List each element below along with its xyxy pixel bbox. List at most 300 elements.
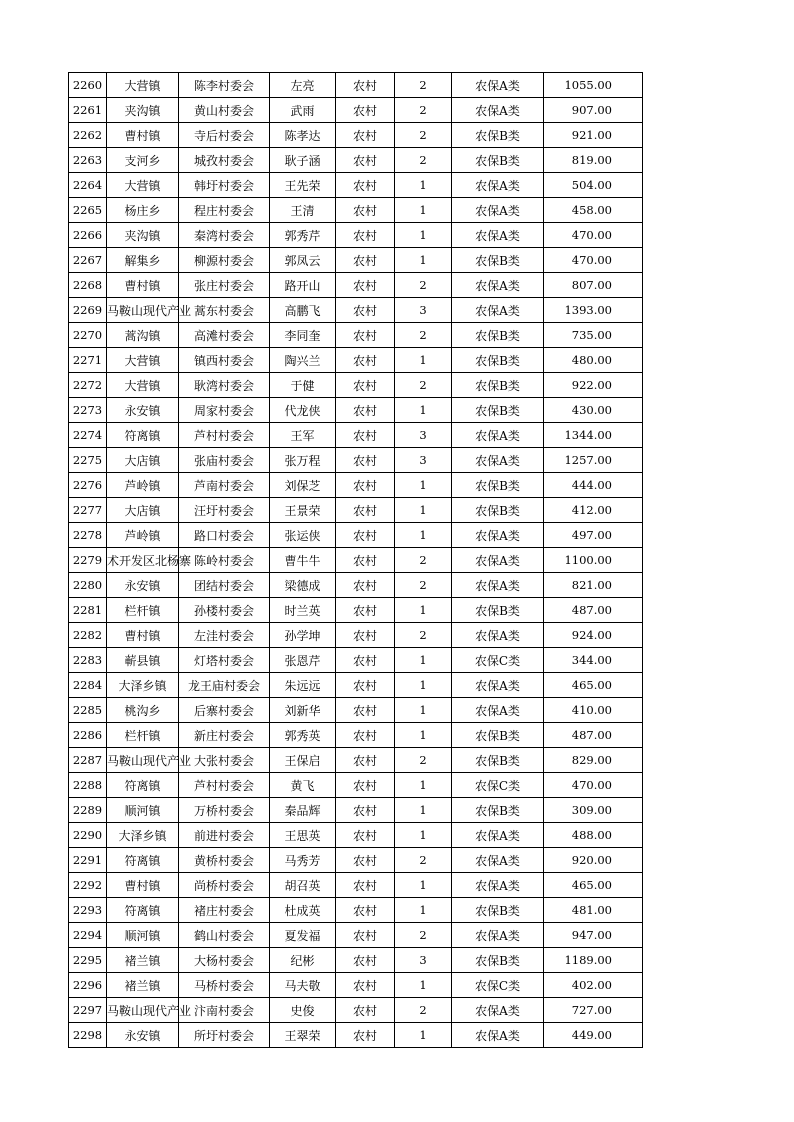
row-number-cell: 2286: [69, 723, 107, 748]
person-name-cell: 朱远远: [270, 673, 336, 698]
insurance-class-cell: 农保A类: [452, 548, 544, 573]
amount-cell: 504.00: [544, 173, 643, 198]
member-count-cell: 3: [395, 948, 452, 973]
amount-cell: 402.00: [544, 973, 643, 998]
amount-cell: 1055.00: [544, 73, 643, 98]
row-number-cell: 2275: [69, 448, 107, 473]
row-number-cell: 2280: [69, 573, 107, 598]
table-row: [69, 73, 643, 98]
person-name-cell: 郭秀英: [270, 723, 336, 748]
town-name-cell: 大营镇: [107, 73, 179, 98]
insurance-class-cell: 农保A类: [452, 198, 544, 223]
household-type-cell: 农村: [336, 623, 395, 648]
village-committee-cell: 左洼村委会: [179, 623, 270, 648]
amount-cell: 735.00: [544, 323, 643, 348]
member-count-cell: 2: [395, 273, 452, 298]
insurance-class-cell: 农保A类: [452, 523, 544, 548]
insurance-class-cell: 农保B类: [452, 748, 544, 773]
member-count-cell: 1: [395, 898, 452, 923]
household-type-cell: 农村: [336, 523, 395, 548]
person-name-cell: 张恩芹: [270, 648, 336, 673]
person-name-cell: 黄飞: [270, 773, 336, 798]
town-name-cell: 支河乡: [107, 148, 179, 173]
town-name-cell: 栏杆镇: [107, 723, 179, 748]
household-type-cell: 农村: [336, 898, 395, 923]
insurance-class-cell: 农保A类: [452, 423, 544, 448]
village-committee-cell: 黄桥村委会: [179, 848, 270, 873]
town-name-cell: 大泽乡镇: [107, 673, 179, 698]
member-count-cell: 1: [395, 973, 452, 998]
amount-cell: 481.00: [544, 898, 643, 923]
row-number-cell: 2281: [69, 598, 107, 623]
household-type-cell: 农村: [336, 298, 395, 323]
insurance-class-cell: 农保B类: [452, 598, 544, 623]
household-type-cell: 农村: [336, 98, 395, 123]
amount-cell: 470.00: [544, 773, 643, 798]
member-count-cell: 1: [395, 648, 452, 673]
person-name-cell: 路开山: [270, 273, 336, 298]
member-count-cell: 1: [395, 473, 452, 498]
amount-cell: 821.00: [544, 573, 643, 598]
table-row: [69, 323, 643, 348]
village-committee-cell: 张庄村委会: [179, 273, 270, 298]
village-committee-cell: 马桥村委会: [179, 973, 270, 998]
insurance-class-cell: 农保A类: [452, 448, 544, 473]
insurance-class-cell: 农保A类: [452, 73, 544, 98]
person-name-cell: 王思英: [270, 823, 336, 848]
town-name-cell: 永安镇: [107, 398, 179, 423]
records-table: [68, 72, 643, 1048]
table-row: [69, 98, 643, 123]
insurance-class-cell: 农保A类: [452, 273, 544, 298]
household-type-cell: 农村: [336, 748, 395, 773]
village-committee-cell: 大杨村委会: [179, 948, 270, 973]
table-row: [69, 923, 643, 948]
table-row: [69, 848, 643, 873]
row-number-cell: 2265: [69, 198, 107, 223]
row-number-cell: 2262: [69, 123, 107, 148]
town-name-cell: 大营镇: [107, 173, 179, 198]
table-row: [69, 148, 643, 173]
row-number-cell: 2276: [69, 473, 107, 498]
member-count-cell: 2: [395, 548, 452, 573]
amount-cell: 807.00: [544, 273, 643, 298]
town-name-cell: 芦岭镇: [107, 473, 179, 498]
amount-cell: 1344.00: [544, 423, 643, 448]
person-name-cell: 王清: [270, 198, 336, 223]
row-number-cell: 2291: [69, 848, 107, 873]
village-committee-cell: 柳源村委会: [179, 248, 270, 273]
insurance-class-cell: 农保B类: [452, 248, 544, 273]
person-name-cell: 曹牛牛: [270, 548, 336, 573]
amount-cell: 458.00: [544, 198, 643, 223]
member-count-cell: 1: [395, 773, 452, 798]
amount-cell: 465.00: [544, 873, 643, 898]
row-number-cell: 2284: [69, 673, 107, 698]
household-type-cell: 农村: [336, 323, 395, 348]
row-number-cell: 2271: [69, 348, 107, 373]
insurance-class-cell: 农保B类: [452, 798, 544, 823]
household-type-cell: 农村: [336, 723, 395, 748]
village-committee-cell: 高滩村委会: [179, 323, 270, 348]
insurance-class-cell: 农保B类: [452, 723, 544, 748]
person-name-cell: 梁德成: [270, 573, 336, 598]
person-name-cell: 于健: [270, 373, 336, 398]
member-count-cell: 1: [395, 823, 452, 848]
table-row: [69, 173, 643, 198]
person-name-cell: 胡召英: [270, 873, 336, 898]
town-name-cell: 大店镇: [107, 448, 179, 473]
person-name-cell: 武雨: [270, 98, 336, 123]
insurance-class-cell: 农保B类: [452, 473, 544, 498]
town-name-cell: 永安镇: [107, 573, 179, 598]
household-type-cell: 农村: [336, 823, 395, 848]
amount-cell: 488.00: [544, 823, 643, 848]
household-type-cell: 农村: [336, 998, 395, 1023]
household-type-cell: 农村: [336, 598, 395, 623]
town-name-cell: 曹村镇: [107, 623, 179, 648]
person-name-cell: 时兰英: [270, 598, 336, 623]
row-number-cell: 2282: [69, 623, 107, 648]
town-name-cell: 术开发区北杨寨: [107, 548, 179, 573]
town-name-cell: 马鞍山现代产业: [107, 998, 179, 1023]
table-row: [69, 498, 643, 523]
town-name-cell: 桃沟乡: [107, 698, 179, 723]
member-count-cell: 2: [395, 123, 452, 148]
row-number-cell: 2261: [69, 98, 107, 123]
household-type-cell: 农村: [336, 673, 395, 698]
row-number-cell: 2279: [69, 548, 107, 573]
amount-cell: 1257.00: [544, 448, 643, 473]
village-committee-cell: 蒿东村委会: [179, 298, 270, 323]
insurance-class-cell: 农保B类: [452, 323, 544, 348]
person-name-cell: 王翠荣: [270, 1023, 336, 1048]
table-row: [69, 448, 643, 473]
row-number-cell: 2292: [69, 873, 107, 898]
village-committee-cell: 耿湾村委会: [179, 373, 270, 398]
member-count-cell: 2: [395, 373, 452, 398]
household-type-cell: 农村: [336, 398, 395, 423]
town-name-cell: 马鞍山现代产业: [107, 298, 179, 323]
person-name-cell: 陶兴兰: [270, 348, 336, 373]
amount-cell: 924.00: [544, 623, 643, 648]
table-row: [69, 548, 643, 573]
village-committee-cell: 黄山村委会: [179, 98, 270, 123]
village-committee-cell: 周家村委会: [179, 398, 270, 423]
household-type-cell: 农村: [336, 148, 395, 173]
member-count-cell: 2: [395, 148, 452, 173]
village-committee-cell: 韩圩村委会: [179, 173, 270, 198]
village-committee-cell: 前进村委会: [179, 823, 270, 848]
member-count-cell: 1: [395, 398, 452, 423]
row-number-cell: 2260: [69, 73, 107, 98]
village-committee-cell: 大张村委会: [179, 748, 270, 773]
table-row: [69, 248, 643, 273]
person-name-cell: 刘保芝: [270, 473, 336, 498]
household-type-cell: 农村: [336, 648, 395, 673]
member-count-cell: 1: [395, 498, 452, 523]
amount-cell: 819.00: [544, 148, 643, 173]
insurance-class-cell: 农保B类: [452, 898, 544, 923]
town-name-cell: 蒿沟镇: [107, 323, 179, 348]
household-type-cell: 农村: [336, 473, 395, 498]
member-count-cell: 2: [395, 73, 452, 98]
person-name-cell: 王先荣: [270, 173, 336, 198]
household-type-cell: 农村: [336, 773, 395, 798]
table-row: [69, 298, 643, 323]
village-committee-cell: 芦村村委会: [179, 423, 270, 448]
table-row: [69, 673, 643, 698]
member-count-cell: 3: [395, 448, 452, 473]
person-name-cell: 陈孝达: [270, 123, 336, 148]
town-name-cell: 大营镇: [107, 348, 179, 373]
amount-cell: 921.00: [544, 123, 643, 148]
member-count-cell: 2: [395, 848, 452, 873]
row-number-cell: 2290: [69, 823, 107, 848]
insurance-class-cell: 农保B类: [452, 948, 544, 973]
amount-cell: 309.00: [544, 798, 643, 823]
person-name-cell: 高鹏飞: [270, 298, 336, 323]
insurance-class-cell: 农保B类: [452, 348, 544, 373]
table-row: [69, 273, 643, 298]
insurance-class-cell: 农保B类: [452, 123, 544, 148]
village-committee-cell: 陈岭村委会: [179, 548, 270, 573]
village-committee-cell: 鹤山村委会: [179, 923, 270, 948]
person-name-cell: 王景荣: [270, 498, 336, 523]
amount-cell: 470.00: [544, 248, 643, 273]
household-type-cell: 农村: [336, 798, 395, 823]
member-count-cell: 1: [395, 798, 452, 823]
member-count-cell: 1: [395, 673, 452, 698]
row-number-cell: 2283: [69, 648, 107, 673]
row-number-cell: 2288: [69, 773, 107, 798]
insurance-class-cell: 农保A类: [452, 673, 544, 698]
member-count-cell: 2: [395, 98, 452, 123]
person-name-cell: 秦品辉: [270, 798, 336, 823]
person-name-cell: 李同奎: [270, 323, 336, 348]
insurance-class-cell: 农保A类: [452, 298, 544, 323]
table-row: [69, 798, 643, 823]
insurance-class-cell: 农保A类: [452, 923, 544, 948]
insurance-class-cell: 农保A类: [452, 98, 544, 123]
table-row: [69, 973, 643, 998]
household-type-cell: 农村: [336, 223, 395, 248]
row-number-cell: 2272: [69, 373, 107, 398]
table-row: [69, 698, 643, 723]
member-count-cell: 2: [395, 573, 452, 598]
household-type-cell: 农村: [336, 273, 395, 298]
town-name-cell: 曹村镇: [107, 873, 179, 898]
row-number-cell: 2298: [69, 1023, 107, 1048]
household-type-cell: 农村: [336, 923, 395, 948]
amount-cell: 1189.00: [544, 948, 643, 973]
row-number-cell: 2293: [69, 898, 107, 923]
town-name-cell: 永安镇: [107, 1023, 179, 1048]
insurance-class-cell: 农保A类: [452, 173, 544, 198]
town-name-cell: 栏杆镇: [107, 598, 179, 623]
insurance-class-cell: 农保C类: [452, 648, 544, 673]
town-name-cell: 褚兰镇: [107, 973, 179, 998]
person-name-cell: 郭秀芹: [270, 223, 336, 248]
village-committee-cell: 秦湾村委会: [179, 223, 270, 248]
town-name-cell: 大店镇: [107, 498, 179, 523]
village-committee-cell: 万桥村委会: [179, 798, 270, 823]
person-name-cell: 夏发福: [270, 923, 336, 948]
table-row: [69, 373, 643, 398]
member-count-cell: 2: [395, 998, 452, 1023]
town-name-cell: 符离镇: [107, 423, 179, 448]
amount-cell: 920.00: [544, 848, 643, 873]
amount-cell: 344.00: [544, 648, 643, 673]
row-number-cell: 2289: [69, 798, 107, 823]
row-number-cell: 2296: [69, 973, 107, 998]
member-count-cell: 1: [395, 723, 452, 748]
member-count-cell: 2: [395, 323, 452, 348]
village-committee-cell: 所圩村委会: [179, 1023, 270, 1048]
household-type-cell: 农村: [336, 373, 395, 398]
row-number-cell: 2273: [69, 398, 107, 423]
table-row: [69, 348, 643, 373]
household-type-cell: 农村: [336, 448, 395, 473]
town-name-cell: 杨庄乡: [107, 198, 179, 223]
row-number-cell: 2297: [69, 998, 107, 1023]
row-number-cell: 2270: [69, 323, 107, 348]
member-count-cell: 1: [395, 873, 452, 898]
town-name-cell: 大营镇: [107, 373, 179, 398]
household-type-cell: 农村: [336, 248, 395, 273]
village-committee-cell: 芦村村委会: [179, 773, 270, 798]
insurance-class-cell: 农保B类: [452, 373, 544, 398]
table-row: [69, 423, 643, 448]
town-name-cell: 符离镇: [107, 848, 179, 873]
town-name-cell: 褚兰镇: [107, 948, 179, 973]
town-name-cell: 马鞍山现代产业: [107, 748, 179, 773]
table-row: [69, 898, 643, 923]
household-type-cell: 农村: [336, 73, 395, 98]
household-type-cell: 农村: [336, 198, 395, 223]
row-number-cell: 2285: [69, 698, 107, 723]
row-number-cell: 2287: [69, 748, 107, 773]
village-committee-cell: 灯塔村委会: [179, 648, 270, 673]
row-number-cell: 2266: [69, 223, 107, 248]
member-count-cell: 2: [395, 748, 452, 773]
row-number-cell: 2267: [69, 248, 107, 273]
amount-cell: 410.00: [544, 698, 643, 723]
amount-cell: 922.00: [544, 373, 643, 398]
insurance-class-cell: 农保A类: [452, 573, 544, 598]
household-type-cell: 农村: [336, 948, 395, 973]
person-name-cell: 代龙侠: [270, 398, 336, 423]
insurance-class-cell: 农保A类: [452, 1023, 544, 1048]
member-count-cell: 1: [395, 173, 452, 198]
village-committee-cell: 汪圩村委会: [179, 498, 270, 523]
amount-cell: 1100.00: [544, 548, 643, 573]
insurance-class-cell: 农保A类: [452, 698, 544, 723]
member-count-cell: 2: [395, 623, 452, 648]
amount-cell: 487.00: [544, 723, 643, 748]
amount-cell: 449.00: [544, 1023, 643, 1048]
household-type-cell: 农村: [336, 698, 395, 723]
person-name-cell: 杜成英: [270, 898, 336, 923]
household-type-cell: 农村: [336, 173, 395, 198]
village-committee-cell: 团结村委会: [179, 573, 270, 598]
member-count-cell: 1: [395, 523, 452, 548]
member-count-cell: 2: [395, 923, 452, 948]
town-name-cell: 夹沟镇: [107, 223, 179, 248]
town-name-cell: 顺河镇: [107, 798, 179, 823]
village-committee-cell: 寺后村委会: [179, 123, 270, 148]
amount-cell: 947.00: [544, 923, 643, 948]
amount-cell: 907.00: [544, 98, 643, 123]
insurance-class-cell: 农保B类: [452, 498, 544, 523]
village-committee-cell: 芦南村委会: [179, 473, 270, 498]
table-row: [69, 198, 643, 223]
table-row: [69, 823, 643, 848]
table-row: [69, 998, 643, 1023]
table-row: [69, 723, 643, 748]
household-type-cell: 农村: [336, 848, 395, 873]
household-type-cell: 农村: [336, 1023, 395, 1048]
household-type-cell: 农村: [336, 548, 395, 573]
table-row: [69, 648, 643, 673]
table-row: [69, 748, 643, 773]
town-name-cell: 夹沟镇: [107, 98, 179, 123]
village-committee-cell: 汴南村委会: [179, 998, 270, 1023]
village-committee-cell: 新庄村委会: [179, 723, 270, 748]
member-count-cell: 1: [395, 1023, 452, 1048]
amount-cell: 412.00: [544, 498, 643, 523]
person-name-cell: 张万程: [270, 448, 336, 473]
insurance-class-cell: 农保A类: [452, 223, 544, 248]
town-name-cell: 顺河镇: [107, 923, 179, 948]
table-row: [69, 948, 643, 973]
amount-cell: 497.00: [544, 523, 643, 548]
town-name-cell: 芦岭镇: [107, 523, 179, 548]
village-committee-cell: 城孜村委会: [179, 148, 270, 173]
table-row: [69, 873, 643, 898]
town-name-cell: 曹村镇: [107, 123, 179, 148]
person-name-cell: 马秀芳: [270, 848, 336, 873]
household-type-cell: 农村: [336, 348, 395, 373]
person-name-cell: 刘新华: [270, 698, 336, 723]
person-name-cell: 左亮: [270, 73, 336, 98]
table-row: [69, 123, 643, 148]
row-number-cell: 2274: [69, 423, 107, 448]
town-name-cell: 符离镇: [107, 898, 179, 923]
insurance-class-cell: 农保C类: [452, 973, 544, 998]
table-row: [69, 473, 643, 498]
row-number-cell: 2264: [69, 173, 107, 198]
town-name-cell: 符离镇: [107, 773, 179, 798]
village-committee-cell: 张庙村委会: [179, 448, 270, 473]
household-type-cell: 农村: [336, 423, 395, 448]
insurance-class-cell: 农保A类: [452, 623, 544, 648]
table-row: [69, 398, 643, 423]
amount-cell: 465.00: [544, 673, 643, 698]
village-committee-cell: 尚桥村委会: [179, 873, 270, 898]
amount-cell: 444.00: [544, 473, 643, 498]
person-name-cell: 马夫敬: [270, 973, 336, 998]
member-count-cell: 3: [395, 298, 452, 323]
table-row: [69, 523, 643, 548]
row-number-cell: 2295: [69, 948, 107, 973]
person-name-cell: 史俊: [270, 998, 336, 1023]
person-name-cell: 王军: [270, 423, 336, 448]
household-type-cell: 农村: [336, 873, 395, 898]
table-row: [69, 573, 643, 598]
insurance-class-cell: 农保A类: [452, 873, 544, 898]
row-number-cell: 2277: [69, 498, 107, 523]
